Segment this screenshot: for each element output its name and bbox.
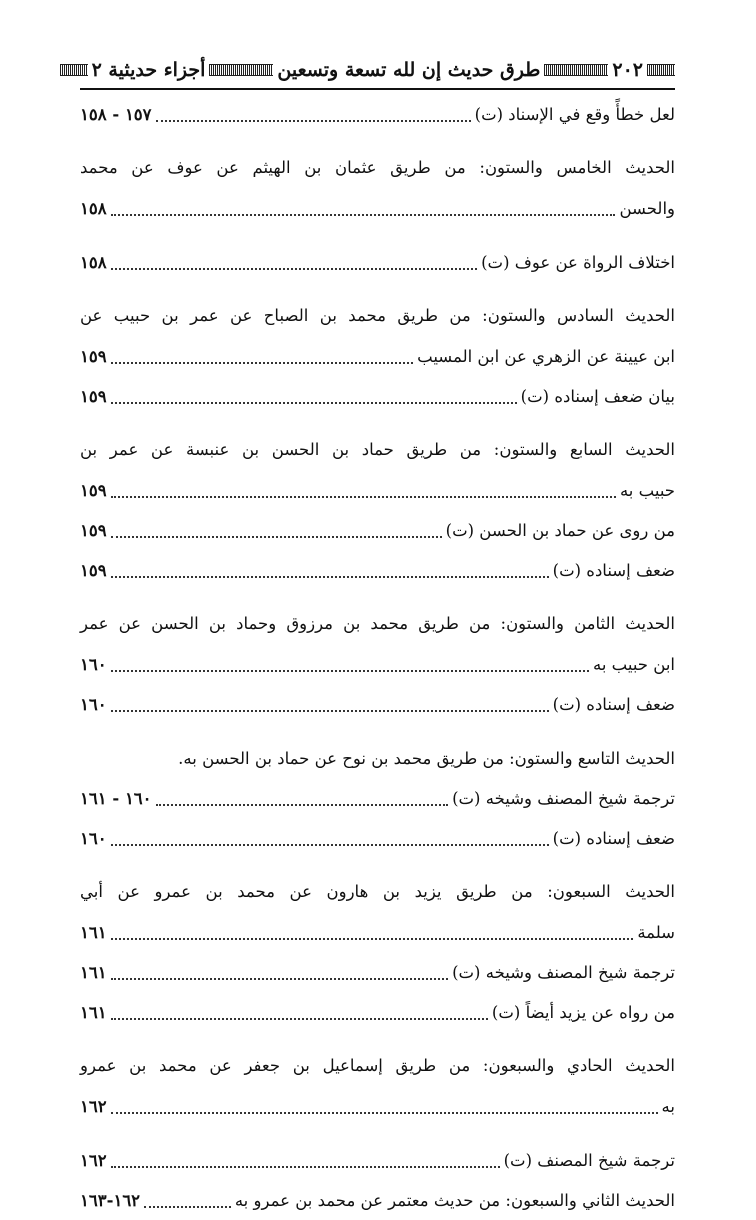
leader-dots — [156, 98, 471, 122]
entry-page: ١٦١ — [80, 962, 107, 982]
index-entry — [80, 912, 675, 952]
index-entry — [80, 510, 675, 550]
index-entry — [80, 684, 675, 724]
entry-text: ضعف إسناده (ت) — [552, 694, 675, 714]
leader-dots — [111, 688, 549, 712]
entry-text: ضعف إسناده (ت) — [552, 560, 675, 580]
index-entry — [80, 94, 675, 134]
entry-page: ١٦٢ — [80, 1150, 107, 1170]
entry-page: ١٦٠ - ١٦١ — [80, 788, 152, 808]
index-entry — [80, 952, 675, 992]
index-entry — [80, 1086, 675, 1126]
index-entry — [80, 992, 675, 1032]
entry-heading: الحديث الخامس والستون: من طريق عثمان بن الهيثم عن عوف عن محمد — [80, 158, 675, 177]
leader-dots — [111, 340, 414, 364]
entry-heading: الحديث الثامن والستون: من طريق محمد بن مرزوق وحماد بن الحسن عن عمر — [80, 614, 675, 633]
entry-page: ١٦١ — [80, 1002, 107, 1022]
entry-heading: الحديث الحادي والسبعون: من طريق إسماعيل بن جعفر عن محمد بن عمرو — [80, 1056, 675, 1075]
entry-page: ١٥٩ — [80, 480, 107, 500]
header-ornament — [544, 64, 608, 76]
leader-dots — [111, 996, 488, 1020]
entry-text: ضعف إسناده (ت) — [552, 828, 675, 848]
entry-page: ١٦١ — [80, 922, 107, 942]
index-entry — [80, 550, 675, 590]
index-entry — [80, 188, 675, 228]
entry-heading: الحديث السابع والستون: من طريق حماد بن الحسن بن عنبسة عن عمر بن — [80, 440, 675, 459]
entry-text: ترجمة شيخ المصنف (ت) — [503, 1150, 675, 1170]
header-page-number: ٢٠٢ — [612, 59, 643, 81]
index-entry — [80, 1140, 675, 1180]
leader-dots — [111, 474, 616, 498]
index-entry — [80, 376, 675, 416]
entry-page: ١٦٠ — [80, 694, 107, 714]
leader-dots — [111, 1090, 658, 1114]
entry-text: من رواه عن يزيد أيضاً (ت) — [491, 1002, 675, 1022]
entry-text: الحديث الثاني والسبعون: من حديث معتمر عن محمد بن عمرو به — [234, 1190, 675, 1210]
index-entries — [80, 94, 675, 1220]
entry-page: ١٥٩ — [80, 346, 107, 366]
index-entry — [80, 470, 675, 510]
leader-dots — [111, 380, 517, 404]
leader-dots — [156, 782, 449, 806]
header-title: طرق حديث إن لله تسعة وتسعين — [277, 59, 541, 81]
index-entry — [80, 336, 675, 376]
entry-text: ترجمة شيخ المصنف وشيخه (ت) — [452, 962, 675, 982]
leader-dots — [111, 192, 616, 216]
entry-page: ١٥٨ — [80, 252, 107, 272]
entry-text: لعل خطأً وقع في الإسناد (ت) — [474, 104, 675, 124]
entry-text: والحسن — [619, 198, 675, 218]
leader-dots — [111, 1144, 500, 1168]
entry-heading: الحديث السادس والستون: من طريق محمد بن الصباح عن عمر بن حبيب عن — [80, 306, 675, 325]
running-header — [80, 52, 675, 90]
entry-page: ١٥٧ - ١٥٨ — [80, 104, 152, 124]
leader-dots — [111, 648, 589, 672]
leader-dots — [144, 1184, 231, 1208]
entry-text: ابن عيينة عن الزهري عن ابن المسيب — [417, 346, 675, 366]
header-ornament — [209, 64, 273, 76]
entry-text: من روى عن حماد بن الحسن (ت) — [445, 520, 675, 540]
leader-dots — [111, 514, 442, 538]
header-ornament — [60, 64, 88, 76]
entry-page: ١٥٩ — [80, 386, 107, 406]
entry-page: ١٦٠ — [80, 828, 107, 848]
leader-dots — [111, 916, 634, 940]
entry-text: حبيب به — [619, 480, 675, 500]
entry-text: اختلاف الرواة عن عوف (ت) — [481, 252, 675, 272]
index-entry — [80, 242, 675, 282]
entry-heading — [80, 738, 675, 778]
entry-page: ١٥٩ — [80, 520, 107, 540]
index-entry — [80, 818, 675, 858]
index-entry — [80, 778, 675, 818]
header-ornament — [647, 64, 675, 76]
index-entry — [80, 1180, 675, 1220]
entry-page: ١٥٨ — [80, 198, 107, 218]
book-page — [80, 52, 675, 1210]
leader-dots — [111, 554, 549, 578]
entry-text: به — [661, 1096, 675, 1116]
entry-page: ١٦٢-١٦٣ — [80, 1190, 141, 1210]
entry-page: ١٦٠ — [80, 654, 107, 674]
leader-dots — [111, 822, 549, 846]
leader-dots — [111, 956, 448, 980]
entry-text: ابن حبيب به — [592, 654, 675, 674]
entry-text: سلمة — [637, 922, 675, 942]
entry-text: ترجمة شيخ المصنف وشيخه (ت) — [452, 788, 675, 808]
entry-text: بيان ضعف إسناده (ت) — [520, 386, 675, 406]
entry-heading: الحديث السبعون: من طريق يزيد بن هارون عن محمد بن عمرو عن أبي — [80, 882, 675, 901]
entry-page: ١٦٢ — [80, 1096, 107, 1116]
leader-dots — [111, 246, 478, 270]
entry-heading-text: الحديث التاسع والستون: من طريق محمد بن نوح عن حماد بن الحسن به. — [178, 748, 675, 768]
entry-page: ١٥٩ — [80, 560, 107, 580]
header-series: أجزاء حديثية ٢ — [91, 59, 206, 81]
index-entry — [80, 644, 675, 684]
